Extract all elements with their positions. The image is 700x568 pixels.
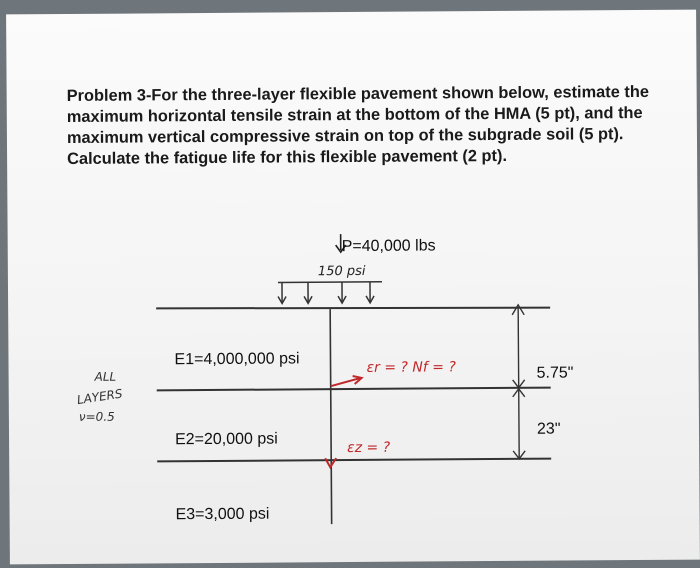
problem-line: Problem 3-For the three-layer flexible pavement shown below, estimate the xyxy=(66,82,650,105)
tire-pressure-note: 150 psi xyxy=(317,263,366,280)
paper-sheet xyxy=(6,10,700,565)
problem-line: maximum horizontal tensile strain at the bottom of the HMA (5 pt), and the xyxy=(66,103,643,126)
layer2-thickness: 23" xyxy=(536,420,561,438)
layer3-modulus: E3=3,000 psi xyxy=(175,505,270,524)
problem-line: maximum vertical compressive strain on top of the subgrade soil (5 pt). xyxy=(66,125,624,147)
thickness-dimension-line xyxy=(518,307,519,459)
side-note-line: ν=0.5 xyxy=(78,409,115,424)
side-note-line: ALL xyxy=(94,369,117,384)
pavement-diagram xyxy=(6,10,700,565)
layer1-thickness: 5.75" xyxy=(536,364,574,382)
layer1-bottom-line xyxy=(157,388,551,391)
pressure-arrows xyxy=(278,282,374,304)
pressure-bracket xyxy=(278,282,382,283)
side-note-line: LAYERS xyxy=(75,386,124,408)
layer2-modulus: E2=20,000 psi xyxy=(175,430,278,449)
layer2-bottom-line xyxy=(157,459,551,462)
horizontal-strain-note: εr = ? Nf = ? xyxy=(366,359,456,376)
surface-line xyxy=(156,306,550,311)
load-label: P=40,000 lbs xyxy=(341,237,436,256)
problem-line: Calculate the fatigue life for this flexible pavement (2 pt). xyxy=(67,146,508,168)
layer1-modulus: E1=4,000,000 psi xyxy=(174,350,300,369)
vertical-strain-note: εz = ? xyxy=(347,439,391,457)
load-centerline xyxy=(330,309,332,524)
